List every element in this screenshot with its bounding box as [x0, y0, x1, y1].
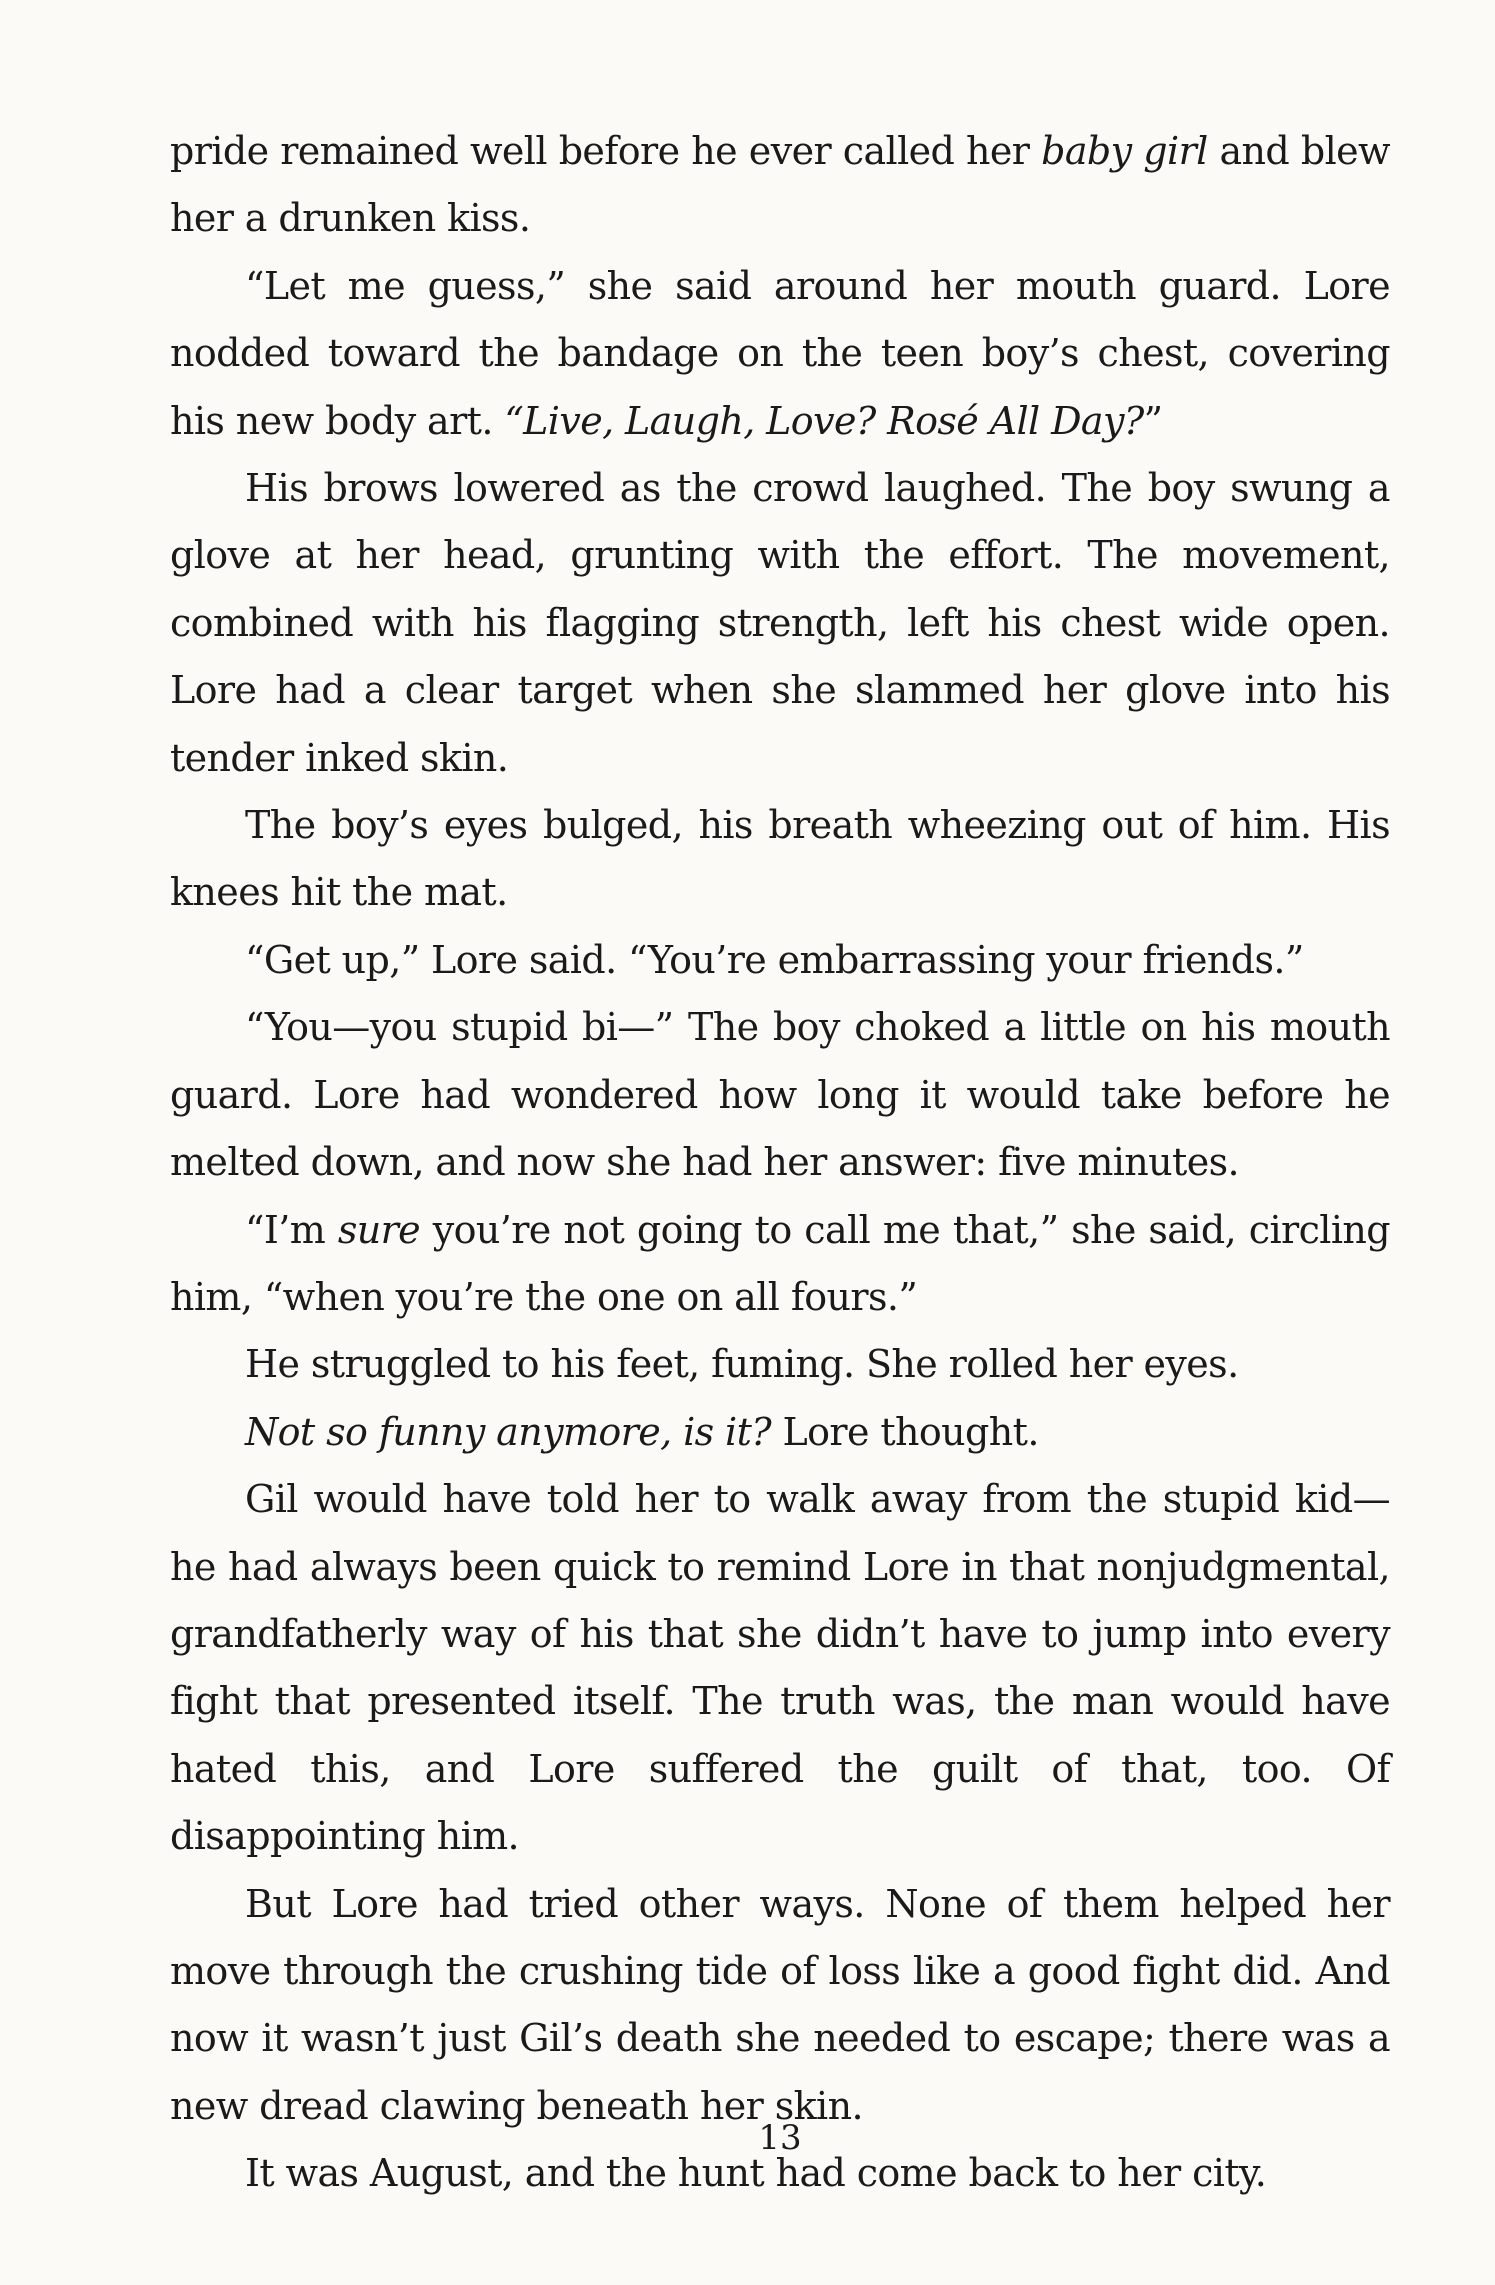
page-number: 13	[758, 2118, 802, 2158]
paragraph	[170, 253, 1390, 455]
paragraph-text: The boy’s eyes bulged, his breath wheezing out of him. His knees hit the mat.	[170, 803, 1390, 915]
paragraph	[170, 118, 1390, 253]
italic-text: “Live, Laugh, Love? Rosé All Day?	[504, 398, 1144, 443]
paragraph-text: Lore thought.	[771, 1409, 1039, 1454]
paragraph-text: and blew her a drunken kiss.	[170, 129, 1390, 241]
paragraph-text: “Get up,” Lore said. “You’re embarrassing your friends.”	[245, 937, 1304, 982]
paragraph	[170, 455, 1390, 792]
paragraph-text: Gil would have told her to walk away from the stupid kid—he had always been quick to remind Lore in that nonjudgmental, grandfatherly way of his that she didn’t have to jump into every fight that presented itself. The truth was, the man would have hated this, and Lore suffered the guilt of that, too. Of disappointing him.	[170, 1477, 1390, 1859]
paragraph	[170, 1466, 1390, 1870]
paragraph	[170, 1399, 1390, 1466]
paragraph-text: But Lore had tried other ways. None of them helped her move through the crushing tide of loss like a good fight did. And now it wasn’t just Gil’s death she needed to escape; there was a new dread clawing beneath her skin.	[170, 1881, 1390, 2128]
paragraph	[170, 1197, 1390, 1332]
paragraph-text: He struggled to his feet, fuming. She rolled her eyes.	[245, 1342, 1239, 1387]
paragraph	[170, 792, 1390, 927]
paragraph	[170, 1331, 1390, 1398]
italic-text: baby girl	[1041, 129, 1208, 173]
body-text	[170, 118, 1390, 2208]
italic-text: Not so funny anymore, is it?	[245, 1409, 772, 1454]
paragraph-text: ”	[1143, 398, 1163, 443]
paragraph-text: “You—you stupid bi—” The boy choked a little on his mouth guard. Lore had wondered how long it would take before he melted down, and now she had her answer: five minutes.	[170, 1005, 1390, 1185]
italic-text: sure	[337, 1207, 421, 1252]
paragraph	[170, 927, 1390, 994]
paragraph-text: you’re not going to call me that,” she said, circling him, “when you’re the one on all fours.”	[170, 1207, 1390, 1319]
paragraph-text: “Let me guess,” she said around her mouth guard. Lore nodded toward the bandage on the teen boy’s chest, covering his new body art.	[170, 263, 1390, 443]
paragraph-text: His brows lowered as the crowd laughed. The boy swung a glove at her head, grunting with the effort. The movement, combined with his flagging strength, left his chest wide open. Lore had a clear target when she slammed her glove into his tender inked skin.	[170, 466, 1390, 780]
paragraph-text: pride remained well before he ever called her	[170, 129, 1042, 173]
paragraph	[170, 994, 1390, 1196]
paragraph	[170, 1871, 1390, 2141]
paragraph-text: “I’m	[245, 1207, 338, 1252]
paragraph-text: It was August, and the hunt had come back to her city.	[245, 2151, 1267, 2196]
